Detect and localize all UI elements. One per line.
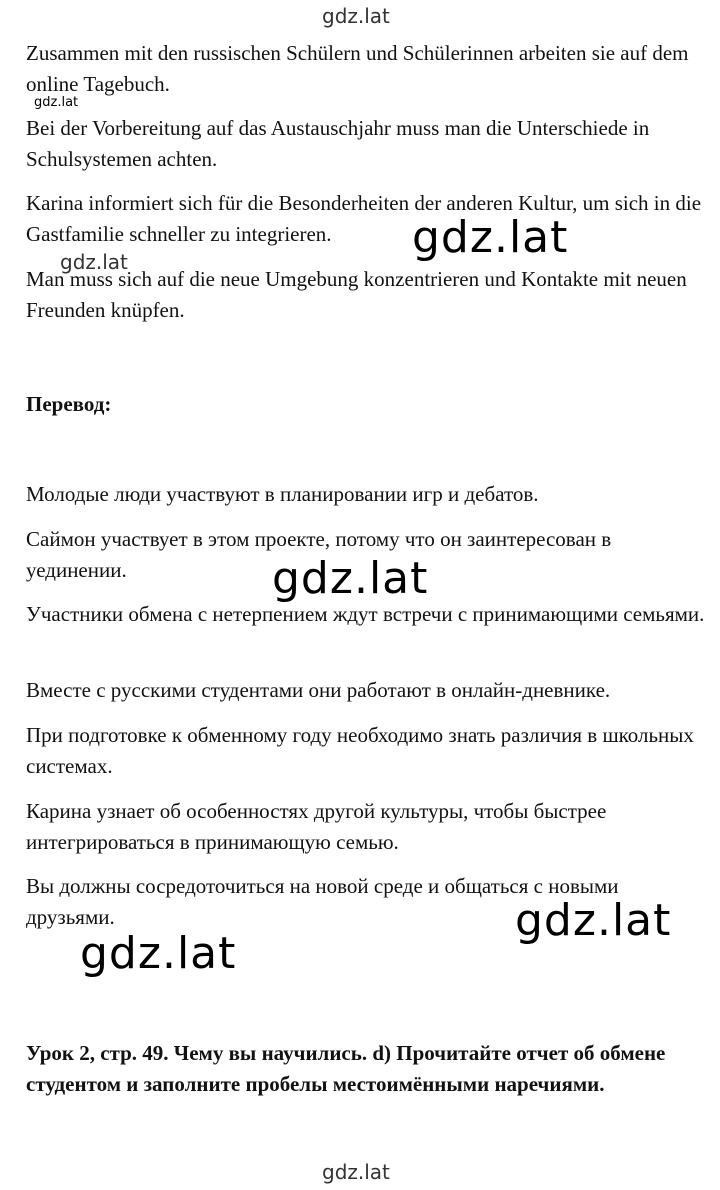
german-sentence-2: Bei der Vorbereitung auf das Austauschjahr muss man die Unterschiede in Schulsystemen achten.: [26, 116, 650, 171]
german-sentence-4: Man muss sich auf die neue Umgebung konzentrieren und Kontakte mit neuen Freunden knüpfen.: [26, 267, 687, 322]
translation-heading: Перевод:: [26, 392, 112, 416]
german-sentence-3: Karina informiert sich für die Besonderheiten der anderen Kultur, um sich in die Gastfamilie schneller zu integrieren.: [26, 191, 702, 246]
watermark-big-1: gdz.lat: [412, 212, 569, 263]
watermark-big-4: gdz.lat: [80, 928, 237, 979]
german-sentence-1: Zusammen mit den russischen Schülern und Schülerinnen arbeiten sie auf dem online Tagebuch.: [26, 41, 689, 96]
russian-sentence-6: Карина узнает об особенностях другой культуры, чтобы быстрее интегрироваться в принимающую семью.: [26, 799, 607, 854]
watermark-bottom: gdz.lat: [322, 1160, 390, 1184]
russian-sentence-2: Саймон участвует в этом проекте, потому что он заинтересован в уединении.: [26, 527, 612, 582]
watermark-mid-left: gdz.lat: [60, 250, 128, 274]
russian-sentence-1: Молодые люди участвуют в планировании игр и дебатов.: [26, 482, 539, 506]
watermark-small: gdz.lat: [34, 95, 79, 110]
russian-sentence-7: Вы должны сосредоточиться на новой среде и общаться с новыми друзьями.: [26, 874, 619, 929]
watermark-top: gdz.lat: [322, 4, 390, 28]
russian-sentence-4: Вместе с русскими студентами они работают в онлайн-дневнике.: [26, 678, 611, 702]
task-heading: Урок 2, стр. 49. Чему вы научились. d) Прочитайте отчет об обмене студентом и заполните пробелы местоимёнными наречиями.: [26, 1041, 666, 1096]
russian-sentence-5: При подготовке к обменному году необходимо знать различия в школьных системах.: [26, 723, 694, 778]
watermark-big-2: gdz.lat: [272, 553, 429, 604]
watermark-big-3: gdz.lat: [515, 895, 672, 946]
russian-sentence-3: Участники обмена с нетерпением ждут встречи с принимающими семьями.: [26, 602, 705, 626]
